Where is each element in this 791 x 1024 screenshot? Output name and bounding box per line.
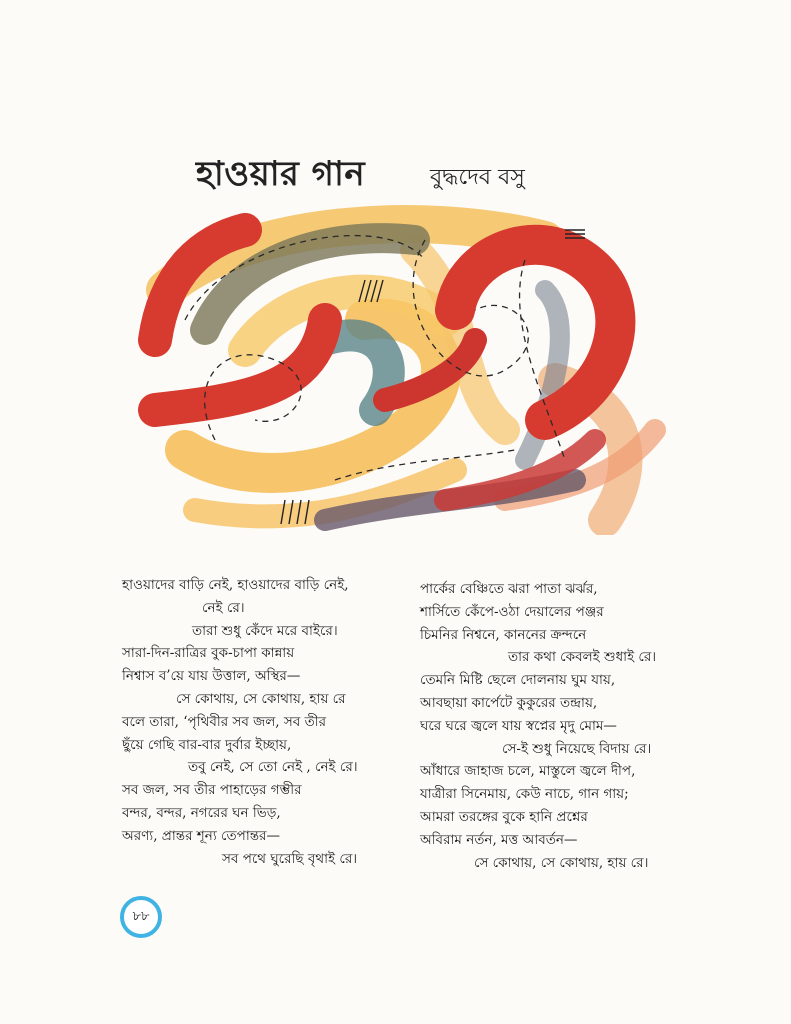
poem-line: অবিরাম নর্তন, মত্ত আবর্তন— — [420, 831, 578, 848]
poem-title: হাওয়ার গান — [196, 154, 366, 194]
poem-line: চিমনির নিশ্বনে, কাননের ক্রন্দনে — [420, 626, 587, 643]
poem-line: সব জল, সব তীর পাহাড়ের গম্ভীর — [122, 782, 302, 799]
poem-line: বন্দর, বন্দর, নগরের ঘন ভিড়, — [122, 804, 281, 821]
poem-line: অরণ্য, প্রান্তর শূন্য তেপান্তর— — [122, 827, 280, 844]
page-number-badge: ৮৮ — [120, 896, 162, 938]
poem-line: আঁধারে জাহাজ চলে, মাস্তুলে জ্বলে দীপ, — [420, 763, 636, 780]
poem-line: নিশ্বাস ব’য়ে যায় উত্তাল, অস্থির— — [122, 668, 301, 685]
poem-line: তেমনি মিষ্টি ছেলে দোলনায় ঘুম যায়, — [420, 672, 616, 689]
poem-line: ঘরে ঘরে জ্বলে যায় স্বপ্নের মৃদু মোম— — [420, 717, 617, 734]
poem-line: হাওয়াদের বাড়ি নেই, হাওয়াদের বাড়ি নেই, — [122, 577, 349, 593]
poem-line: বলে তারা, ‘পৃথিবীর সব জল, সব তীর — [122, 713, 326, 730]
poem-line: আমরা তরঙ্গের বুকে হানি প্রশ্নের — [420, 808, 588, 825]
poem-column-right — [420, 578, 690, 874]
poem-line: তবু নেই, সে তো নেই , নেই রে। — [188, 759, 358, 776]
poem-line: সে কোথায়, সে কোথায়, হায় রে — [176, 690, 346, 707]
wind-swirl-brushstrokes-illustration — [125, 200, 670, 535]
poem-line: সে কোথায়, সে কোথায়, হায় রে। — [474, 854, 649, 871]
poem-line: পার্কের বেঞ্চিতে ঝরা পাতা ঝর্ঝর, — [420, 581, 598, 597]
poem-author: বুদ্ধদেব বসু — [430, 165, 525, 190]
poem-line: তার কথা কেবলই শুধাই রে। — [508, 649, 657, 666]
poem-line: শার্সিতে কেঁপে-ওঠা দেয়ালের পঞ্জর — [420, 603, 604, 620]
poem-line: তারা শুধু কেঁদে মরে বাইরে। — [192, 622, 338, 639]
poem-line: সে-ই শুধু নিয়েছে বিদায় রে। — [502, 740, 652, 757]
poem-line: সব পথে ঘুরেছি বৃথাই রে। — [222, 850, 358, 867]
poem-line: ছুঁয়ে গেছি বার-বার দুর্বার ইচ্ছায়, — [122, 736, 292, 753]
poem-column-left — [122, 574, 382, 870]
poem-line: আবছায়া কার্পেটে কুকুরের তন্দ্রায়, — [420, 694, 598, 711]
poem-line: নেই রে। — [202, 599, 245, 616]
poem-line: যাত্রীরা সিনেমায়, কেউ নাচে, গান গায়; — [420, 786, 629, 803]
poem-line: সারা-দিন-রাত্রির বুক-চাপা কান্নায় — [122, 645, 295, 662]
